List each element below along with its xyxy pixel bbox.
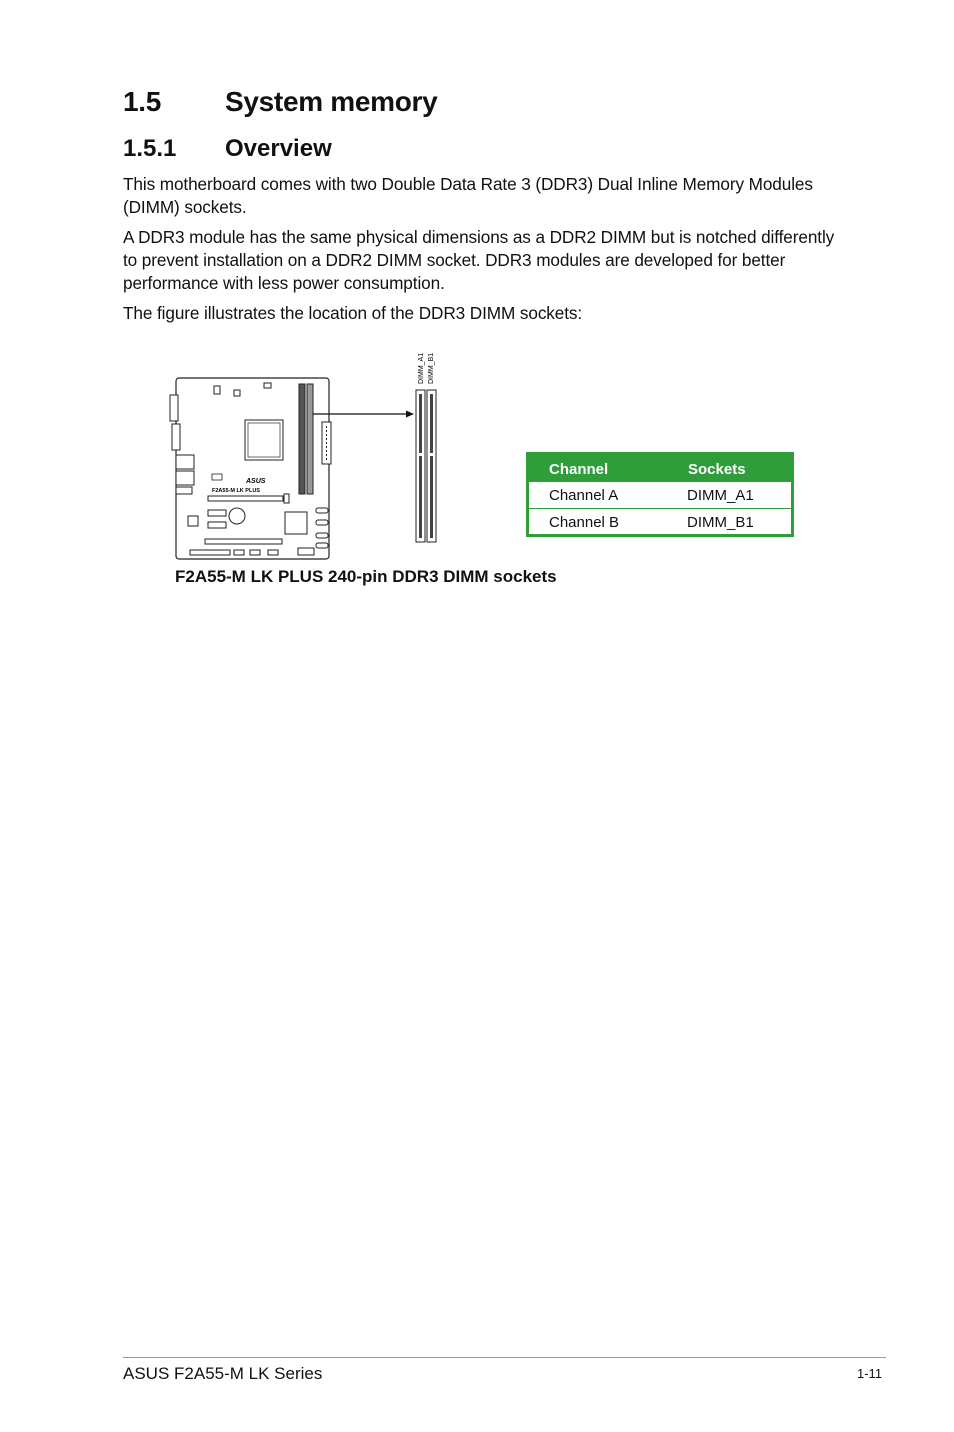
- dvi-port: [172, 424, 180, 450]
- header-channel: Channel: [549, 461, 609, 478]
- footer-divider: [123, 1357, 886, 1358]
- channel-socket-table: [526, 452, 794, 537]
- dimm-a1-slot: [419, 394, 422, 538]
- paragraph-figure-intro: The figure illustrates the location of the DDR3 DIMM sockets:: [123, 303, 583, 323]
- lan-port: [176, 471, 194, 485]
- pcie-x1-slot: [208, 522, 226, 528]
- paragraph-ddr3: A DDR3 module has the same physical dimensions as a DDR2 DIMM but is notched differently to prevent installation on a DDR2 DIMM socket. DDR3 modules are developed for better performance with less power consumption.: [123, 227, 835, 293]
- asus-logo: ASUS: [246, 478, 266, 485]
- dimm-b1-label: DIMM_B1: [428, 352, 435, 384]
- chip: [188, 516, 198, 526]
- dimm-b1-slot: [430, 394, 433, 538]
- header-sockets: Sockets: [688, 461, 746, 478]
- audio-header: [190, 550, 230, 555]
- sata-port: [316, 533, 328, 538]
- section-title: System memory: [225, 86, 438, 117]
- board-name-label: F2A55-M LK PLUS: [212, 488, 260, 494]
- board-dimm-b1: [307, 384, 313, 494]
- sata-port: [316, 520, 328, 525]
- dimm-b1-notch: [429, 453, 434, 456]
- usb-port: [176, 455, 194, 469]
- pcie-x1-slot: [208, 510, 226, 516]
- header: [250, 550, 260, 555]
- section-number: 1.5: [123, 86, 162, 117]
- footer-page-number: 1-11: [857, 1366, 883, 1381]
- sata-port: [316, 543, 328, 548]
- cell-socket: DIMM_B1: [687, 514, 754, 531]
- pcie-latch: [284, 494, 289, 503]
- pcie-x16-slot: [208, 496, 283, 501]
- component: [212, 474, 222, 480]
- audio-port: [176, 487, 192, 494]
- panel-header: [298, 548, 314, 555]
- cell-channel: Channel A: [549, 487, 619, 504]
- subsection-title: Overview: [225, 135, 332, 162]
- header: [234, 550, 244, 555]
- section-heading: [123, 86, 437, 118]
- vga-port: [170, 395, 178, 421]
- subsection-heading: [123, 135, 332, 163]
- dimm-a1-label: DIMM_A1: [418, 352, 425, 384]
- pci-slot: [205, 539, 282, 544]
- sata-port: [316, 508, 328, 513]
- table-row: [529, 508, 791, 535]
- figure-caption: F2A55-M LK PLUS 240-pin DDR3 DIMM sockets: [175, 567, 557, 586]
- table-row: [529, 482, 791, 508]
- subsection-number: 1.5.1: [123, 135, 177, 162]
- table-header-row: [529, 455, 791, 482]
- dimm-a1-notch: [418, 453, 423, 456]
- motherboard-svg: [150, 340, 460, 570]
- component: [264, 383, 271, 388]
- footer-manual-title: ASUS F2A55-M LK Series: [123, 1364, 323, 1383]
- component: [234, 390, 240, 396]
- cmos-battery: [229, 508, 245, 524]
- paragraph-intro: This motherboard comes with two Double Data Rate 3 (DDR3) Dual Inline Memory Modules (DIMM) sockets.: [123, 174, 813, 217]
- cell-socket: DIMM_A1: [687, 487, 754, 504]
- board-dimm-a1: [299, 384, 305, 494]
- pointer-arrowhead: [406, 411, 414, 418]
- header: [268, 550, 278, 555]
- chipset: [285, 512, 307, 534]
- cpu-socket: [245, 420, 283, 460]
- cell-channel: Channel B: [549, 514, 620, 531]
- fan-header: [214, 386, 220, 394]
- motherboard-diagram: [150, 340, 460, 570]
